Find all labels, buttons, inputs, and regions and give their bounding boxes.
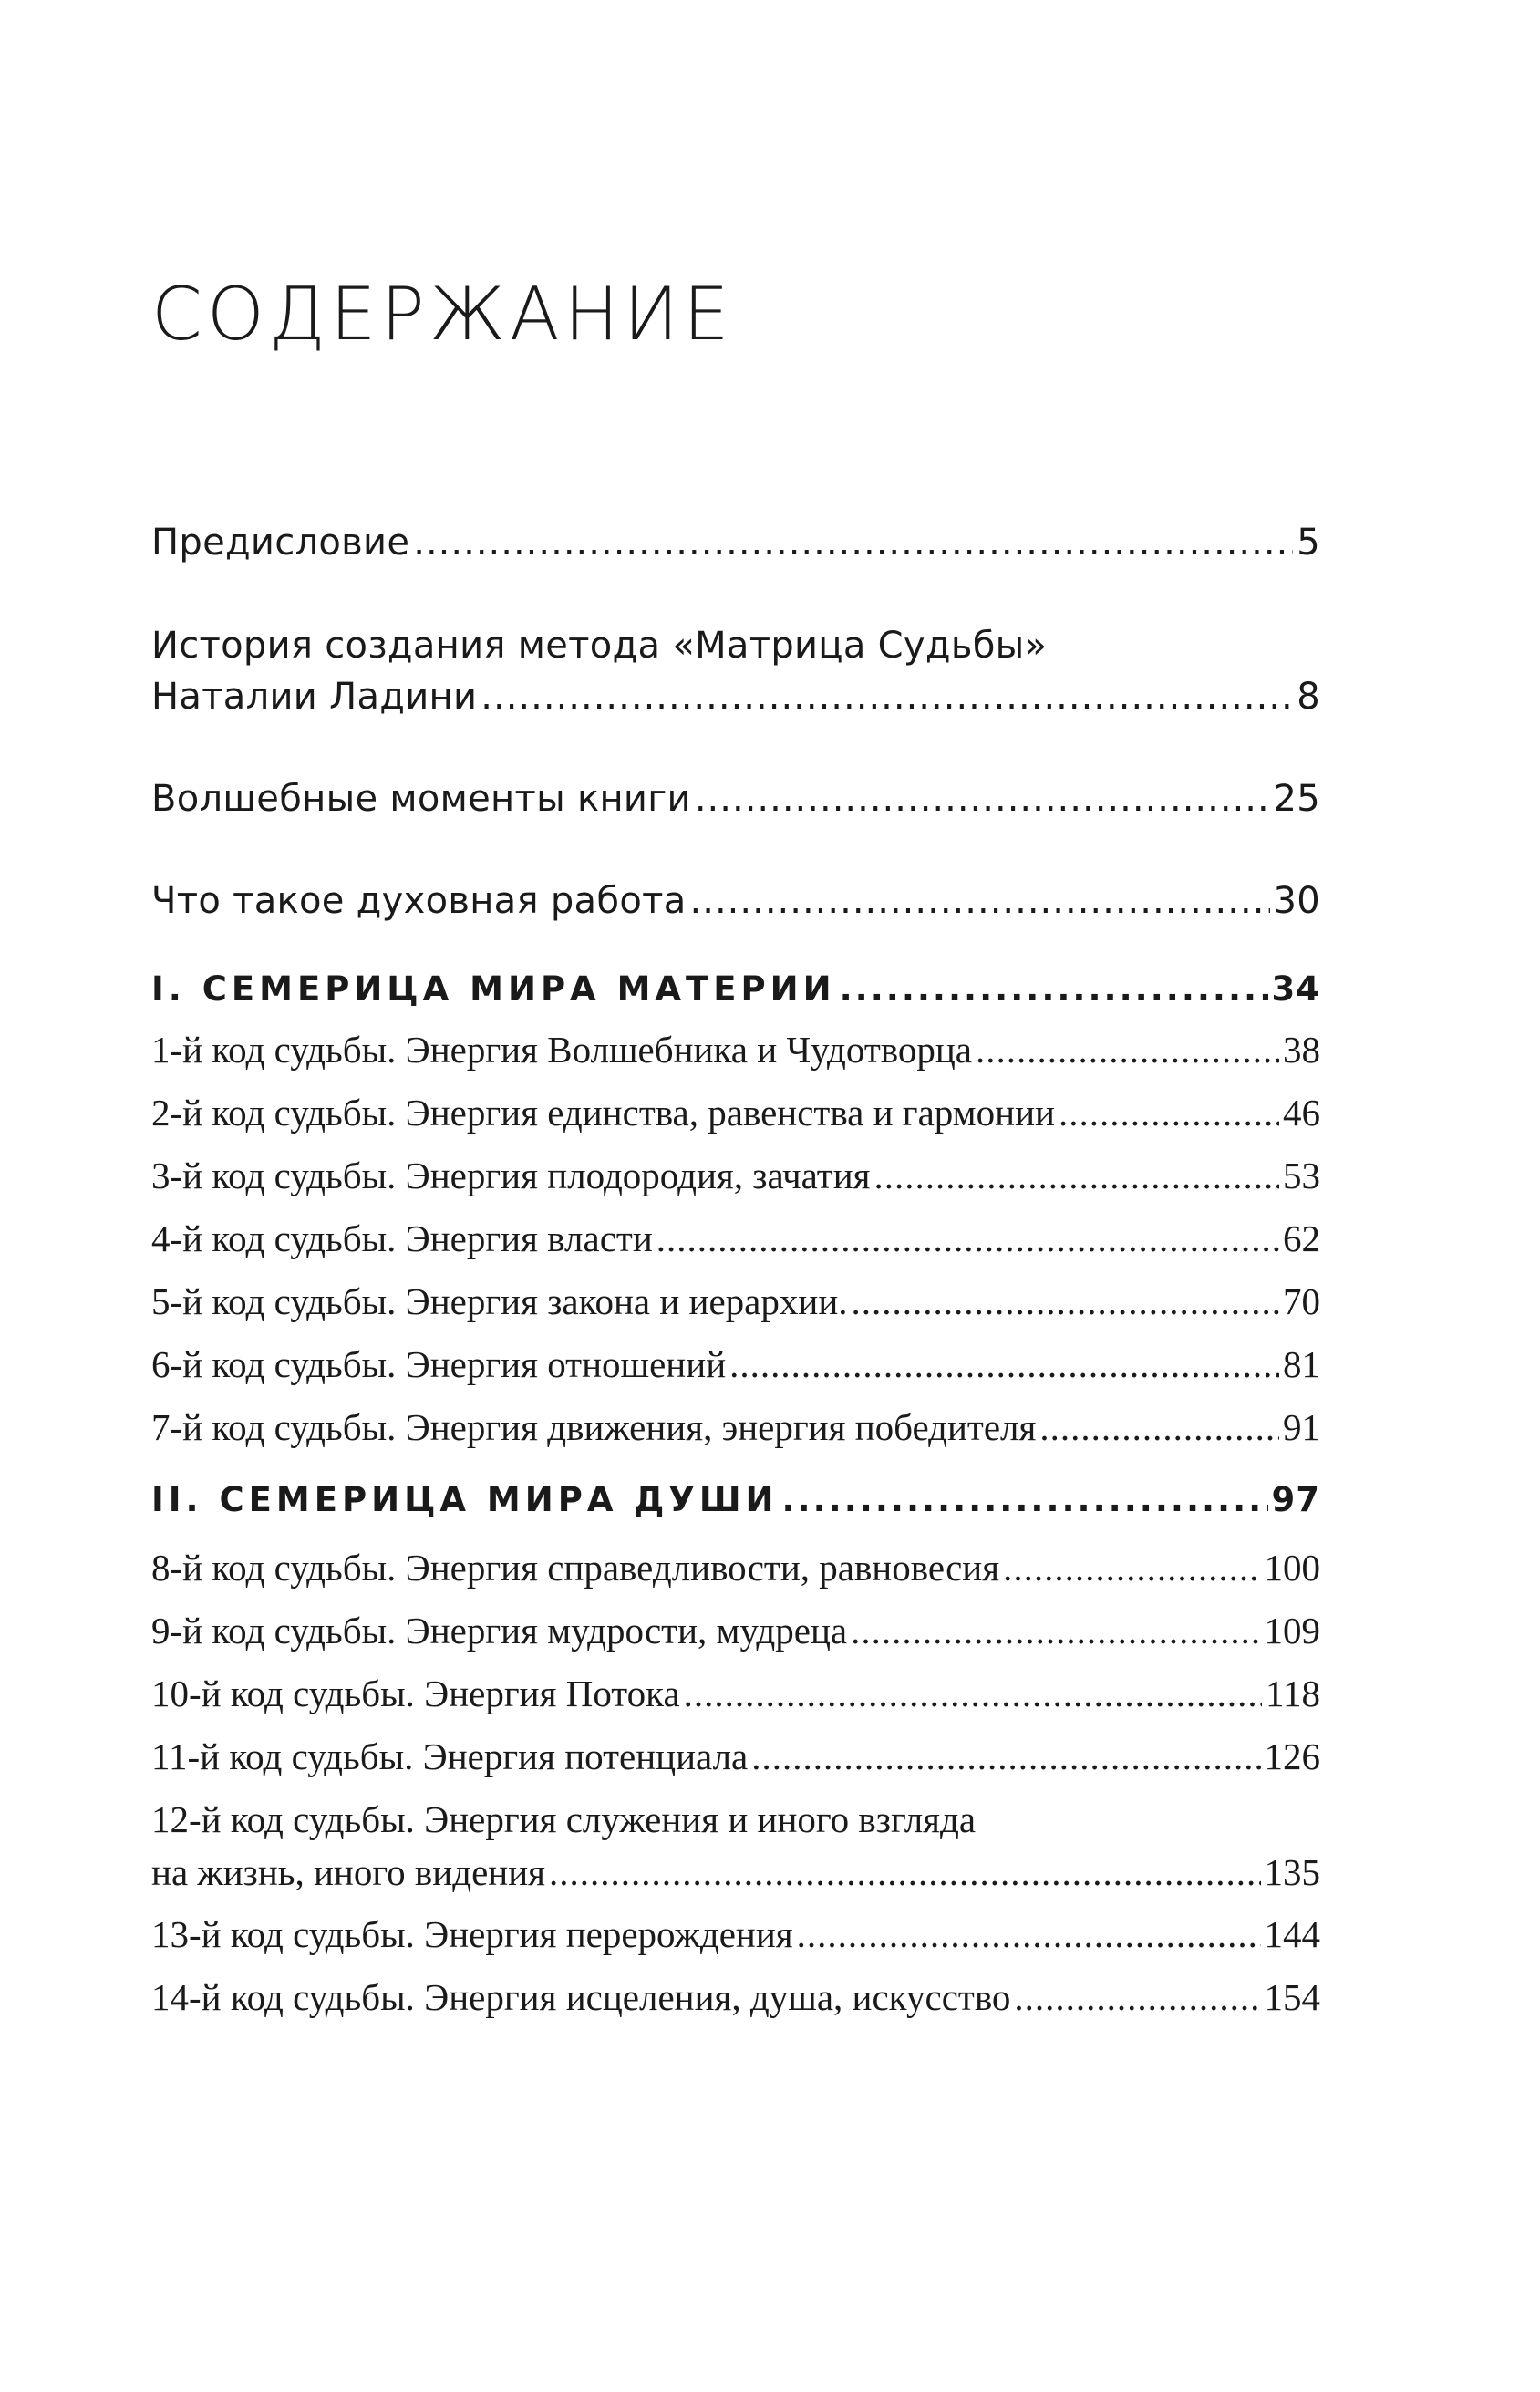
toc-chapter-6[interactable] — [151, 1338, 1320, 1391]
page-title: СОДЕРЖАНИЕ — [151, 272, 734, 357]
toc-chapter-page: 100 — [1264, 1547, 1320, 1589]
dot-leader — [1059, 1086, 1279, 1139]
toc-chapter-11[interactable] — [151, 1730, 1320, 1783]
toc-section-1[interactable] — [151, 965, 1320, 1014]
toc-chapter-title: 11-й код судьбы. Энергия потенциала — [151, 1735, 749, 1777]
toc-chapter-title: 2-й код судьбы. Энергия единства, равенства и гармонии — [151, 1092, 1055, 1134]
toc-chapter-page: 81 — [1283, 1343, 1320, 1385]
toc-entry-title: Предисловие — [151, 522, 410, 564]
toc-chapter-title: 9-й код судьбы. Энергия мудрости, мудреца — [151, 1610, 848, 1652]
dot-leader — [751, 1730, 1260, 1783]
toc-chapter-page: 126 — [1264, 1735, 1320, 1777]
toc-entry-title-line1: История создания метода «Матрица Судьбы» — [151, 625, 1048, 667]
toc-chapter-page: 38 — [1283, 1029, 1320, 1071]
toc-entry-title: Наталии Ладини — [151, 676, 478, 718]
toc-chapter-title: 4-й код судьбы. Энергия власти — [151, 1217, 653, 1259]
toc-chapter-title: 6-й код судьбы. Энергия отношений — [151, 1343, 727, 1385]
toc-entry-title: Что такое духовная работа — [151, 880, 687, 922]
dot-leader — [1039, 1401, 1279, 1454]
toc-entry-page: 5 — [1297, 522, 1320, 564]
toc-chapter-5[interactable] — [151, 1275, 1320, 1328]
toc-chapter-page: 109 — [1264, 1610, 1320, 1652]
toc-entry-method-history[interactable] — [151, 620, 1320, 722]
toc-section-page: 34 — [1271, 969, 1320, 1009]
toc-chapter-title-line1: 12-й код судьбы. Энергия служения и иного взгляда — [151, 1798, 977, 1840]
toc-chapter-title: 5-й код судьбы. Энергия закона и иерархии. — [151, 1280, 848, 1322]
toc-chapter-page: 118 — [1266, 1672, 1320, 1714]
toc-chapter-1[interactable] — [151, 1023, 1320, 1076]
toc-chapter-page: 62 — [1283, 1217, 1320, 1259]
toc-chapter-page: 70 — [1283, 1280, 1320, 1322]
toc-chapter-14[interactable] — [151, 1971, 1320, 2024]
toc-chapter-title: 13-й код судьбы. Энергия перерождения — [151, 1913, 793, 1955]
toc-chapter-title: 8-й код судьбы. Энергия справедливости, равновесия — [151, 1547, 1000, 1589]
dot-leader — [976, 1023, 1279, 1076]
dot-leader — [1014, 1971, 1260, 2024]
toc-section-2[interactable] — [151, 1476, 1320, 1525]
toc-section-title: II. СЕМЕРИЦА МИРА ДУШИ — [151, 1480, 779, 1519]
toc-chapter-12[interactable] — [151, 1793, 1320, 1899]
toc-chapter-4[interactable] — [151, 1212, 1320, 1265]
toc-chapter-title: на жизнь, иного видения — [151, 1851, 546, 1893]
toc-chapter-8[interactable] — [151, 1541, 1320, 1594]
toc-chapter-3[interactable] — [151, 1149, 1320, 1202]
toc-chapter-9[interactable] — [151, 1604, 1320, 1657]
toc-chapter-page: 154 — [1264, 1976, 1320, 2018]
dot-leader — [797, 1908, 1261, 1961]
dot-leader — [782, 1476, 1268, 1525]
dot-leader — [840, 965, 1268, 1014]
dot-leader — [852, 1275, 1279, 1328]
dot-leader — [656, 1212, 1279, 1265]
toc-chapter-page: 46 — [1283, 1092, 1320, 1134]
toc-chapter-page: 91 — [1283, 1406, 1320, 1448]
toc-chapter-title: 1-й код судьбы. Энергия Волшебника и Чудотворца — [151, 1029, 972, 1071]
dot-leader — [695, 773, 1270, 824]
dot-leader — [851, 1604, 1260, 1657]
toc-chapter-7[interactable] — [151, 1401, 1320, 1454]
toc-entry-page: 30 — [1273, 880, 1320, 922]
toc-chapter-title: 10-й код судьбы. Энергия Потока — [151, 1672, 680, 1714]
toc-entry-page: 25 — [1273, 778, 1320, 820]
dot-leader — [729, 1338, 1279, 1391]
toc-section-page: 97 — [1271, 1480, 1320, 1519]
toc-chapter-title: 3-й код судьбы. Энергия плодородия, зачатия — [151, 1155, 871, 1196]
toc-chapter-2[interactable] — [151, 1086, 1320, 1139]
dot-leader — [684, 1667, 1262, 1720]
toc-chapter-13[interactable] — [151, 1908, 1320, 1961]
toc-chapter-10[interactable] — [151, 1667, 1320, 1720]
toc-entry-spiritual-work[interactable] — [151, 875, 1320, 927]
toc-entry-page: 8 — [1297, 676, 1320, 718]
toc-entry-title: Волшебные моменты книги — [151, 778, 691, 820]
toc-chapter-page: 144 — [1264, 1913, 1320, 1955]
toc-section-title: I. СЕМЕРИЦА МИРА МАТЕРИИ — [151, 969, 836, 1009]
toc-chapter-title: 14-й код судьбы. Энергия исцеления, душа, искусство — [151, 1976, 1011, 2018]
toc-chapter-title: 7-й код судьбы. Энергия движения, энергия победителя — [151, 1406, 1037, 1448]
dot-leader — [413, 517, 1293, 568]
toc-entry-preface[interactable] — [151, 517, 1320, 568]
dot-leader — [1003, 1541, 1260, 1594]
dot-leader — [874, 1149, 1279, 1202]
dot-leader — [690, 875, 1270, 927]
dot-leader — [481, 671, 1293, 722]
toc-entry-magic-moments[interactable] — [151, 773, 1320, 824]
dot-leader — [549, 1846, 1260, 1899]
toc-chapter-page: 135 — [1264, 1851, 1320, 1893]
toc-chapter-page: 53 — [1283, 1155, 1320, 1196]
